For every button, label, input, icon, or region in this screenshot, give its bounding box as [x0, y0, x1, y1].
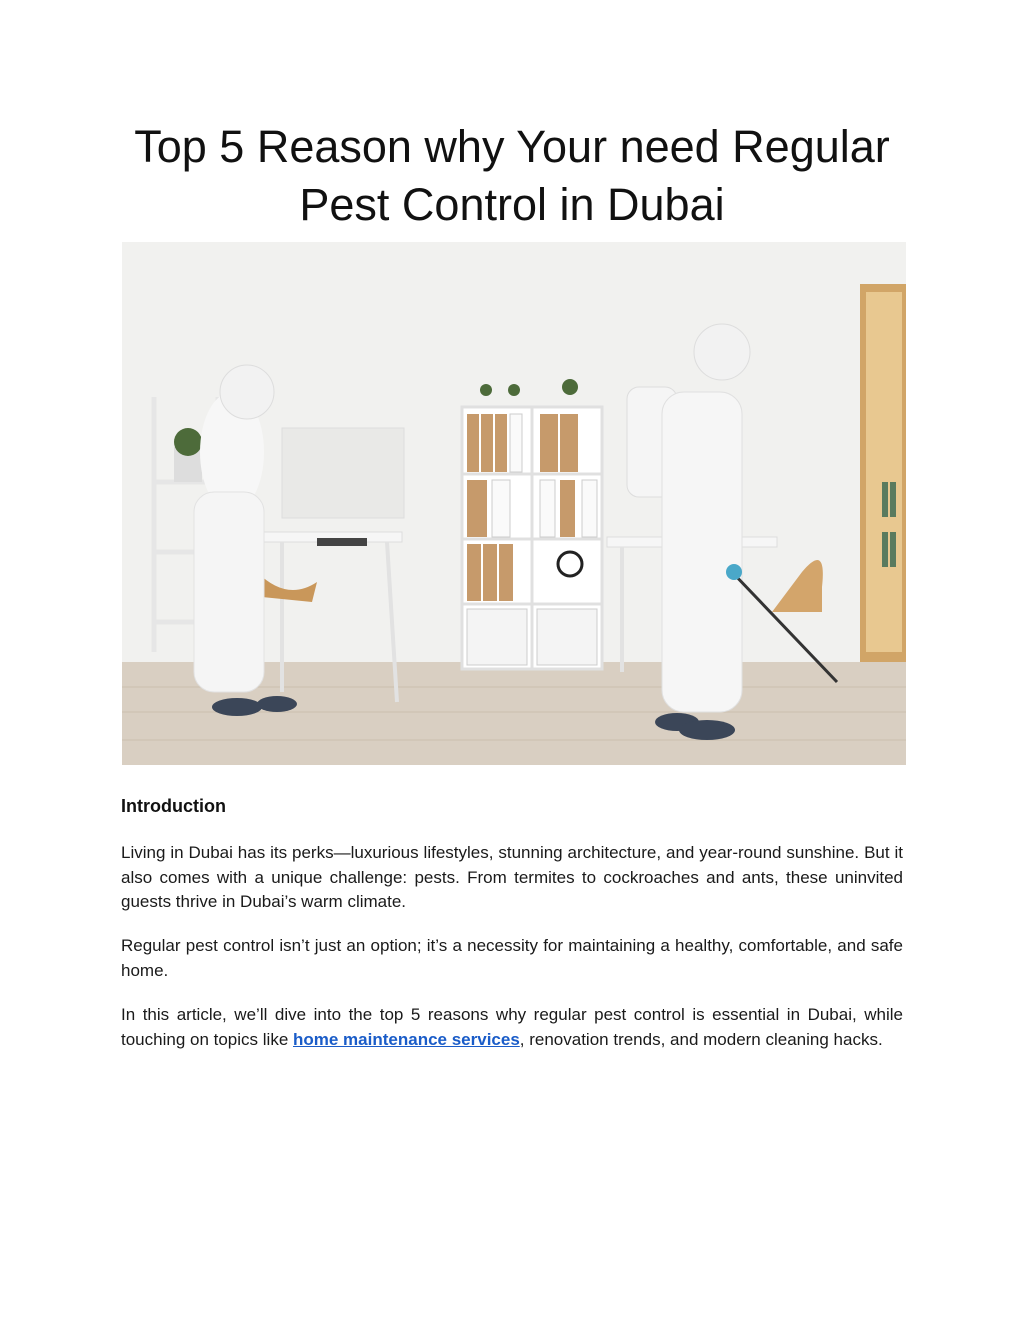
paragraph-3-text-before-link: In this article, we’ll dive into the top 5 reasons why regular pest control is essential in Dubai, while touching on topics like: [121, 1005, 903, 1049]
page-title-line-2: Pest Control in Dubai: [299, 179, 725, 230]
hero-image: [122, 242, 906, 765]
intro-paragraph-2: Regular pest control isn’t just an option; it’s a necessity for maintaining a healthy, comfortable, and safe home.: [121, 936, 903, 980]
section-heading-introduction: Introduction: [121, 796, 226, 816]
page-title: [0, 118, 1024, 234]
home-maintenance-services-link[interactable]: home maintenance services: [293, 1029, 520, 1049]
page-title-line-1: Top 5 Reason why Your need Regular: [134, 121, 890, 172]
intro-paragraph-3: [121, 1003, 903, 1052]
paragraph-3-text-after-link: , renovation trends, and modern cleaning hacks.: [519, 1029, 883, 1049]
intro-paragraph-1: Living in Dubai has its perks—luxurious lifestyles, stunning architecture, and year-round sunshine. But it also comes with a unique challenge: pests. From termites to cockroaches and ants, these uninvited guests thrive in Dubai’s warm climate.: [121, 843, 903, 911]
hero-illustration: [122, 242, 906, 765]
